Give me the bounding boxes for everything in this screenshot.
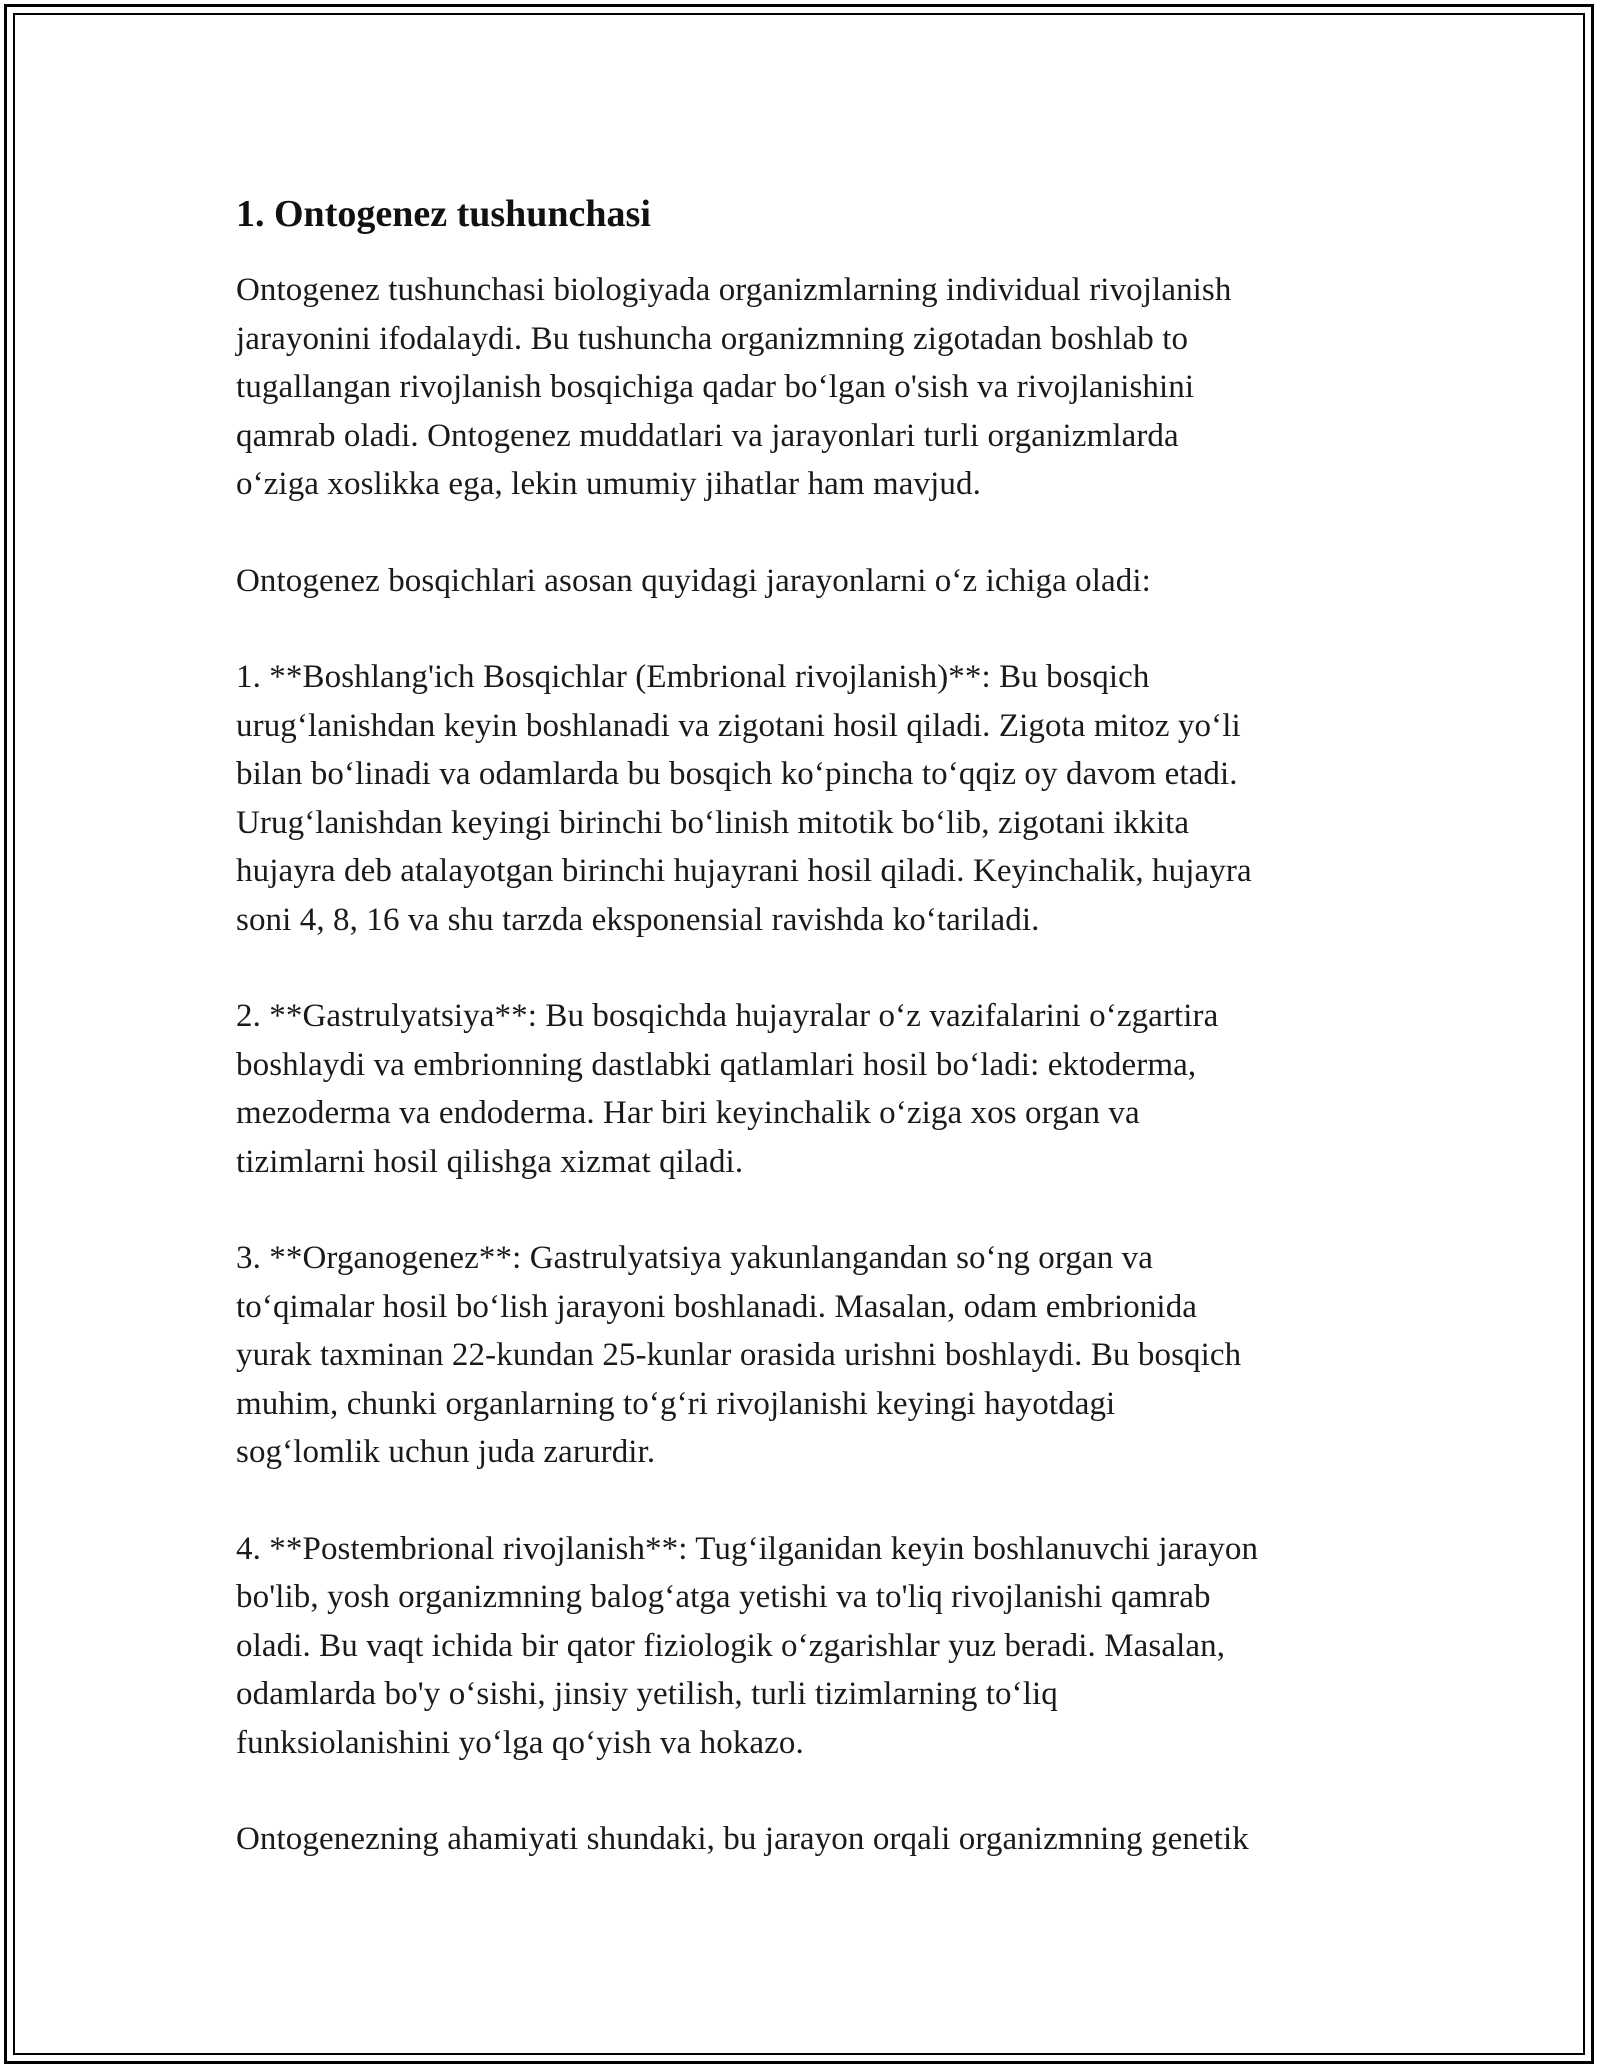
text-line: o‘ziga xoslikka ega, lekin umumiy jihatlar ham mavjud.	[236, 466, 981, 502]
text-line: jarayonini ifodalaydi. Bu tushuncha organizmning zigotadan boshlab to	[236, 320, 1189, 357]
text-line: 2. **Gastrulyatsiya**: Bu bosqichda hujayralar o‘z vazifalarini o‘zgartira	[236, 998, 1219, 1034]
text-line: tugallangan rivojlanish bosqichiga qadar bo‘lgan o'sish va rivojlanishini	[236, 369, 1195, 405]
text-line: sog‘lomlik uchun juda zarurdir.	[236, 1434, 656, 1470]
text-line: oladi. Bu vaqt ichida bir qator fiziologik o‘zgarishlar yuz beradi. Masalan,	[236, 1627, 1226, 1664]
text-line: hujayra deb atalayotgan birinchi hujayrani hosil qiladi. Keyinchalik, hujayra	[236, 853, 1252, 889]
paragraph-stage-2	[236, 992, 1376, 1186]
text-line: funksiolanishini yo‘lga qo‘yish va hokazo.	[236, 1724, 804, 1761]
text-line: urug‘lanishdan keyin boshlanadi va zigotani hosil qiladi. Zigota mitoz yo‘li	[236, 707, 1241, 744]
page-title: 1. Ontogenez tushunchasi	[236, 193, 651, 235]
paragraph-significance	[236, 1815, 1376, 1864]
paragraph-stage-4	[236, 1525, 1376, 1768]
paragraph-stage-3	[236, 1234, 1376, 1477]
text-line: qamrab oladi. Ontogenez muddatlari va jarayonlari turli organizmlarda	[236, 417, 1179, 454]
paragraph-intro	[236, 266, 1376, 509]
text-line: to‘qimalar hosil bo‘lish jarayoni boshlanadi. Masalan, odam embrionida	[236, 1288, 1198, 1325]
text-line: odamlarda bo'y o‘sishi, jinsiy yetilish, turli tizimlarning to‘liq	[236, 1676, 1058, 1712]
text-line: yurak taxminan 22-kundan 25-kunlar orasida urishni boshlaydi. Bu bosqich	[236, 1337, 1242, 1373]
document-page	[236, 190, 1376, 1912]
text-line: mezoderma va endoderma. Har biri keyinchalik o‘ziga xos organ va	[236, 1095, 1140, 1131]
text-line: bilan bo‘linadi va odamlarda bu bosqich ko‘pincha to‘qqiz oy davom etadi.	[236, 756, 1238, 792]
text-line: 4. **Postembrional rivojlanish**: Tug‘ilganidan keyin boshlanuvchi jarayon	[236, 1530, 1259, 1567]
text-line: bo'lib, yosh organizmning balog‘atga yetishi va to'liq rivojlanishi qamrab	[236, 1579, 1211, 1615]
text-line: muhim, chunki organlarning to‘g‘ri rivojlanishi keyingi hayotdagi	[236, 1385, 1116, 1422]
text-line: tizimlarni hosil qilishga xizmat qiladi.	[236, 1143, 744, 1180]
text-line: 3. **Organogenez**: Gastrulyatsiya yakunlangandan so‘ng organ va	[236, 1240, 1154, 1276]
text-line: Ontogenez tushunchasi biologiyada organizmlarning individual rivojlanish	[236, 272, 1232, 308]
text-line: Ontogenezning ahamiyati shundaki, bu jarayon orqali organizmning genetik	[236, 1821, 1249, 1857]
text-line: Ontogenez bosqichlari asosan quyidagi jarayonlarni o‘z ichiga oladi:	[236, 562, 1151, 599]
paragraph-stages-intro	[236, 557, 1376, 606]
paragraph-stage-1	[236, 653, 1376, 944]
text-line: Urug‘lanishdan keyingi birinchi bo‘linish mitotik bo‘lib, zigotani ikkita	[236, 804, 1190, 841]
text-line: boshlaydi va embrionning dastlabki qatlamlari hosil bo‘ladi: ektoderma,	[236, 1046, 1197, 1083]
text-line: 1. **Boshlang'ich Bosqichlar (Embrional rivojlanish)**: Bu bosqich	[236, 659, 1150, 695]
text-line: soni 4, 8, 16 va shu tarzda eksponensial ravishda ko‘tariladi.	[236, 901, 1040, 938]
